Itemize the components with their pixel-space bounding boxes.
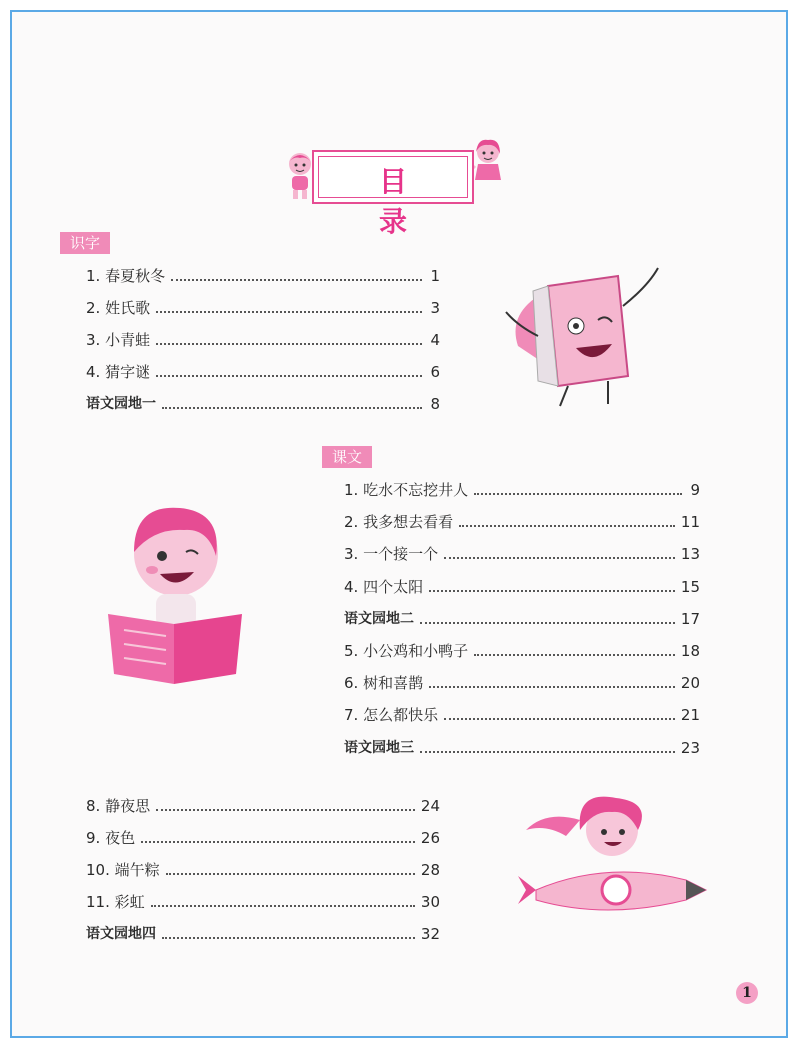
page-number: 1 [736,982,758,1004]
toc-leader-dots [166,872,415,875]
toc-leader-dots [156,342,422,345]
toc-entry[interactable] [86,294,440,318]
toc-entry[interactable] [86,358,440,382]
toc-leader-dots [156,310,422,313]
toc-entry[interactable] [86,920,440,944]
section-tag-kewen: 课文 [322,446,372,468]
toc-leader-dots [459,524,675,527]
toc-entry-label: 5. 小公鸡和小鸭子 [344,642,469,660]
toc-entry[interactable] [344,476,700,500]
toc-entry-label: 语文园地二 [344,610,414,627]
toc-entry-page: 26 [420,829,440,847]
toc-entry-label: 4. 四个太阳 [344,577,424,596]
toc-entry-label: 7. 怎么都快乐 [344,706,439,725]
toc-entry-page: 18 [680,642,700,660]
toc-entry-page: 13 [680,545,700,564]
toc-leader-dots [444,556,675,559]
toc-entry-page: 21 [680,706,700,725]
toc-entry-label: 6. 树和喜鹊 [344,674,424,693]
toc-entry[interactable] [86,824,440,848]
toc-entry[interactable] [344,669,700,693]
toc-entry[interactable] [344,540,700,564]
toc-entry-label: 9. 夜色 [86,829,136,847]
girl-rocket-illustration [516,790,716,940]
toc-leader-dots [162,406,422,409]
toc-entry-label: 语文园地一 [86,396,156,412]
toc-entry-page: 11 [680,513,700,532]
toc-entry[interactable] [344,508,700,532]
toc-leader-dots [156,374,422,377]
toc-entry-page: 28 [420,861,440,879]
toc-entry[interactable] [344,701,700,725]
toc-leader-dots [474,492,682,495]
toc-entry-page: 4 [430,331,440,349]
toc-entry-page: 23 [680,738,700,757]
toc-leader-dots [429,685,675,688]
toc-leader-dots [162,936,415,939]
toc-entry-label: 10. 端午粽 [86,861,160,879]
toc-entry-page: 20 [680,674,700,693]
toc-entry-label: 2. 姓氏歌 [86,299,151,317]
toc-entry-page: 30 [420,893,440,911]
toc-entry[interactable] [344,637,700,661]
section-tag-shizi: 识字 [60,232,110,254]
boy-reading-illustration [104,494,248,694]
toc-entry-page: 3 [430,299,440,317]
toc-entry-label: 11. 彩虹 [86,893,145,911]
toc-leader-dots [171,278,422,281]
toc-entry-label: 语文园地四 [86,926,156,942]
toc-leader-dots [420,750,675,753]
toc-entry[interactable] [86,856,440,880]
toc-entry[interactable] [86,792,440,816]
toc-entry-page: 6 [430,363,440,381]
toc-entry[interactable] [344,734,700,758]
toc-entry[interactable] [344,605,700,629]
toc-entry-page: 15 [680,577,700,596]
toc-entry[interactable] [86,326,440,350]
toc-leader-dots [444,717,675,720]
toc-leader-dots [474,653,675,656]
toc-leader-dots [151,904,415,907]
toc-entry-label: 2. 我多想去看看 [344,513,454,532]
toc-entry-page: 32 [420,925,440,943]
toc-entry-label: 1. 吃水不忘挖井人 [344,481,469,499]
toc-entry-label: 8. 静夜思 [86,797,151,815]
toc-entry-page: 17 [680,609,700,628]
toc-entry-page: 1 [430,267,440,285]
toc-entry-page: 24 [420,797,440,815]
toc-entry-label: 3. 小青蛙 [86,331,151,349]
toc-entry-label: 语文园地三 [344,739,414,756]
toc-entry[interactable] [86,888,440,912]
page-title-box [312,150,474,238]
toc-entry[interactable] [344,573,700,597]
toc-entry-label: 3. 一个接一个 [344,545,439,564]
toc-entry-page: 9 [690,481,700,499]
book-character-illustration [498,256,668,416]
toc-entry-label: 4. 猜字谜 [86,363,151,381]
toc-entry[interactable] [86,390,440,414]
page-title: 目 录 [378,165,431,238]
toc-leader-dots [156,808,415,811]
toc-leader-dots [141,840,415,843]
toc-leader-dots [420,621,675,624]
toc-entry-label: 1. 春夏秋冬 [86,267,166,285]
toc-entry[interactable] [86,262,440,286]
toc-entry-page: 8 [430,395,440,413]
toc-leader-dots [429,589,675,592]
